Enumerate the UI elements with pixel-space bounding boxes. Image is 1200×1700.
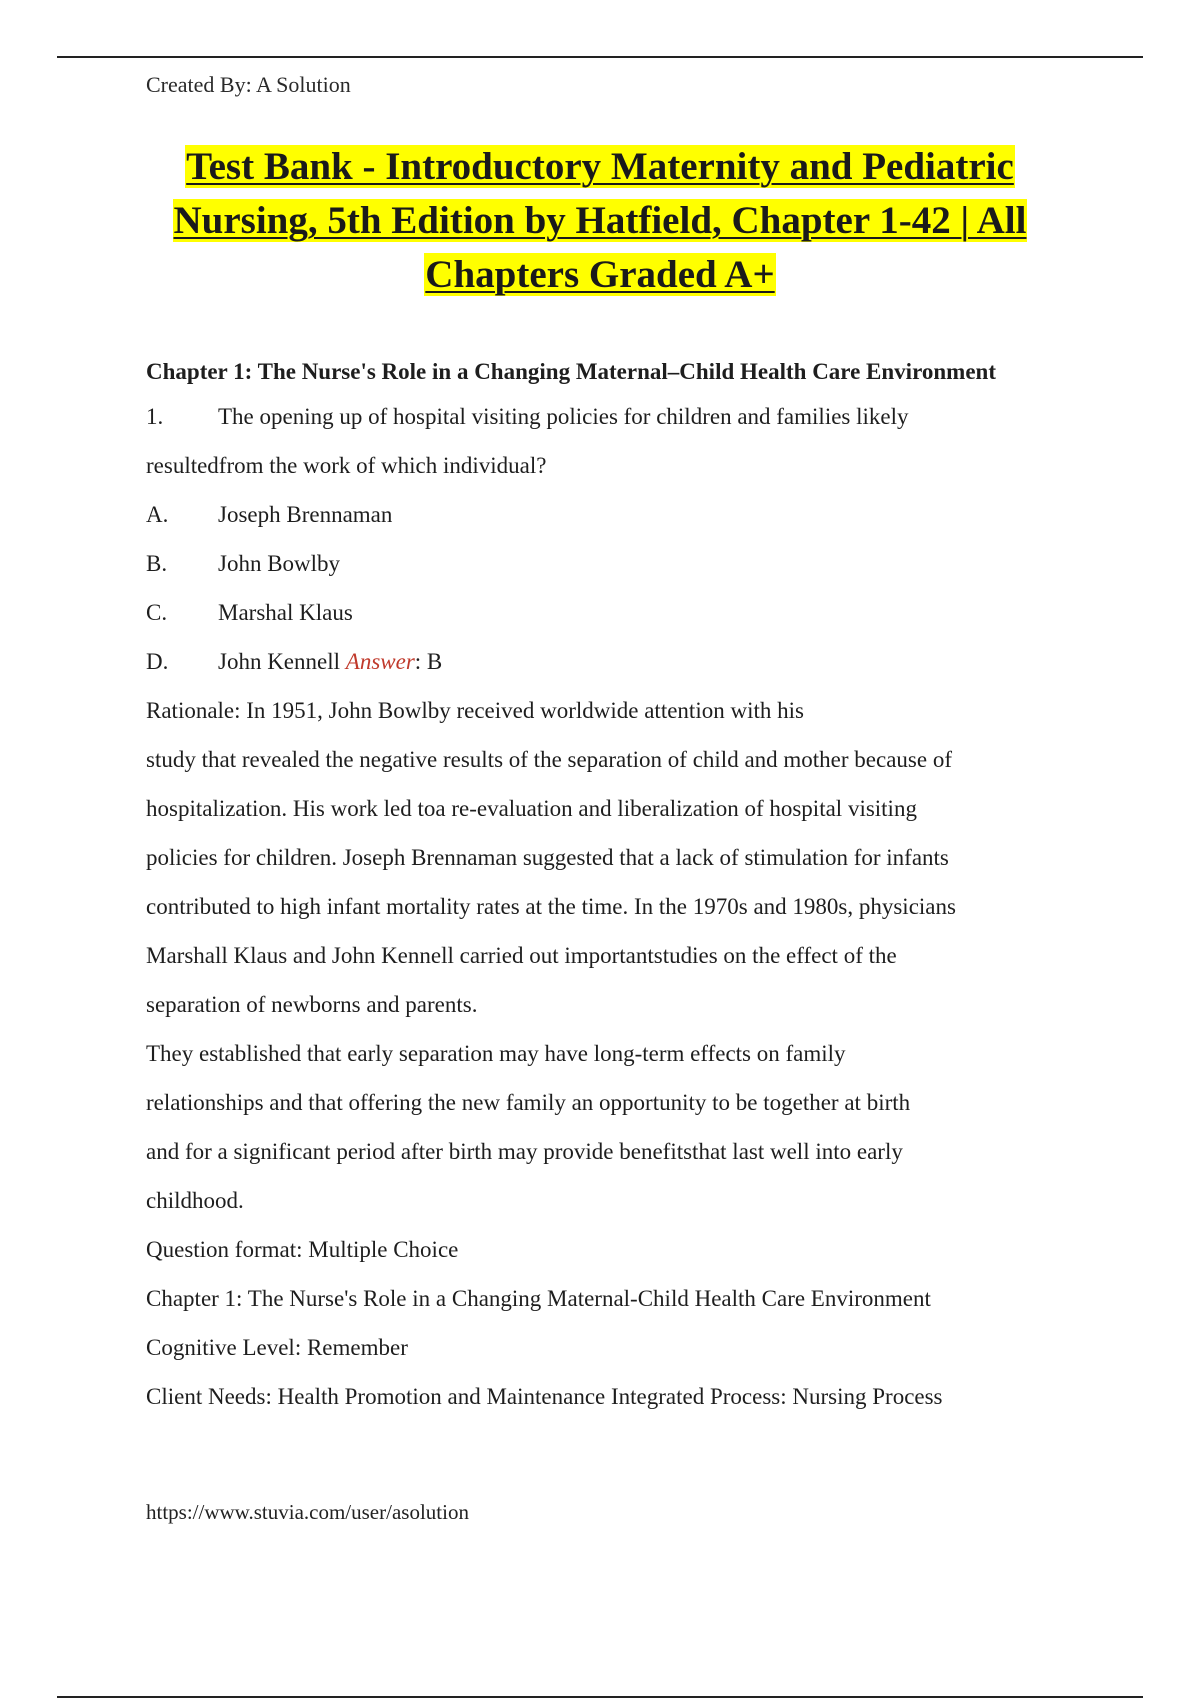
document-title — [100, 140, 1100, 302]
rationale-line: They established that early separation may have long-term effects on family — [146, 1041, 846, 1066]
question-stem-line-1: The opening up of hospital visiting policies for children and families likely — [218, 404, 909, 429]
option-b — [146, 539, 1106, 588]
rationale-line: study that revealed the negative results of the separation of child and mother because of — [146, 747, 952, 772]
rationale-line: relationships and that offering the new family an opportunity to be together at birth — [146, 1090, 911, 1115]
option-text: John Bowlby — [218, 551, 341, 576]
question-format: Question format: Multiple Choice — [146, 1237, 459, 1262]
option-letter: D. — [146, 649, 169, 674]
rationale-line: policies for children. Joseph Brennaman suggested that a lack of stimulation for infants — [146, 845, 949, 870]
option-letter: B. — [146, 551, 168, 576]
option-text: Marshal Klaus — [218, 600, 353, 625]
option-c — [146, 588, 1106, 637]
rationale-line: Marshall Klaus and John Kennell carried out importantstudies on the effect of the — [146, 943, 897, 968]
rationale-line: Rationale: In 1951, John Bowlby received worldwide attention with his — [146, 698, 804, 723]
client-needs: Client Needs: Health Promotion and Maintenance Integrated Process: Nursing Process — [146, 1384, 943, 1409]
question-stem — [146, 392, 1106, 441]
bottom-rule — [57, 1696, 1143, 1698]
rationale-line: contributed to high infant mortality rates at the time. In the 1970s and 1980s, physicians — [146, 894, 956, 919]
chapter-reference: Chapter 1: The Nurse's Role in a Changing Maternal-Child Health Care Environment — [146, 1286, 931, 1311]
rationale-line: hospitalization. His work led toa re-evaluation and liberalization of hospital visiting — [146, 796, 917, 821]
title-line-2: Nursing, 5th Edition by Hatfield, Chapter 1-42 | All — [173, 199, 1027, 242]
option-letter: A. — [146, 502, 169, 527]
question-number: 1. — [146, 404, 164, 429]
chapter-heading: Chapter 1: The Nurse's Role in a Changing Maternal–Child Health Care Environment — [146, 359, 996, 384]
answer-value: : B — [414, 649, 443, 674]
option-a — [146, 490, 1106, 539]
cognitive-level: Cognitive Level: Remember — [146, 1335, 408, 1360]
option-text: John Kennell — [218, 649, 341, 674]
option-d — [146, 637, 1106, 686]
rationale-line: separation of newborns and parents. — [146, 992, 478, 1017]
title-line-3: Chapters Graded A+ — [425, 253, 775, 296]
top-rule — [57, 56, 1143, 58]
rationale-line: and for a significant period after birth may provide benefitsthat last well into early — [146, 1139, 903, 1164]
document-body — [146, 352, 1106, 1421]
created-by-header: Created By: A Solution — [146, 72, 351, 97]
footer-url: https://www.stuvia.com/user/asolution — [146, 1500, 469, 1524]
rationale-line: childhood. — [146, 1188, 244, 1213]
option-letter: C. — [146, 600, 168, 625]
title-line-1: Test Bank - Introductory Maternity and Pediatric — [186, 145, 1014, 188]
option-text: Joseph Brennaman — [218, 502, 393, 527]
question-stem-line-2: resultedfrom the work of which individual? — [146, 453, 547, 478]
answer-label: Answer — [345, 649, 415, 674]
